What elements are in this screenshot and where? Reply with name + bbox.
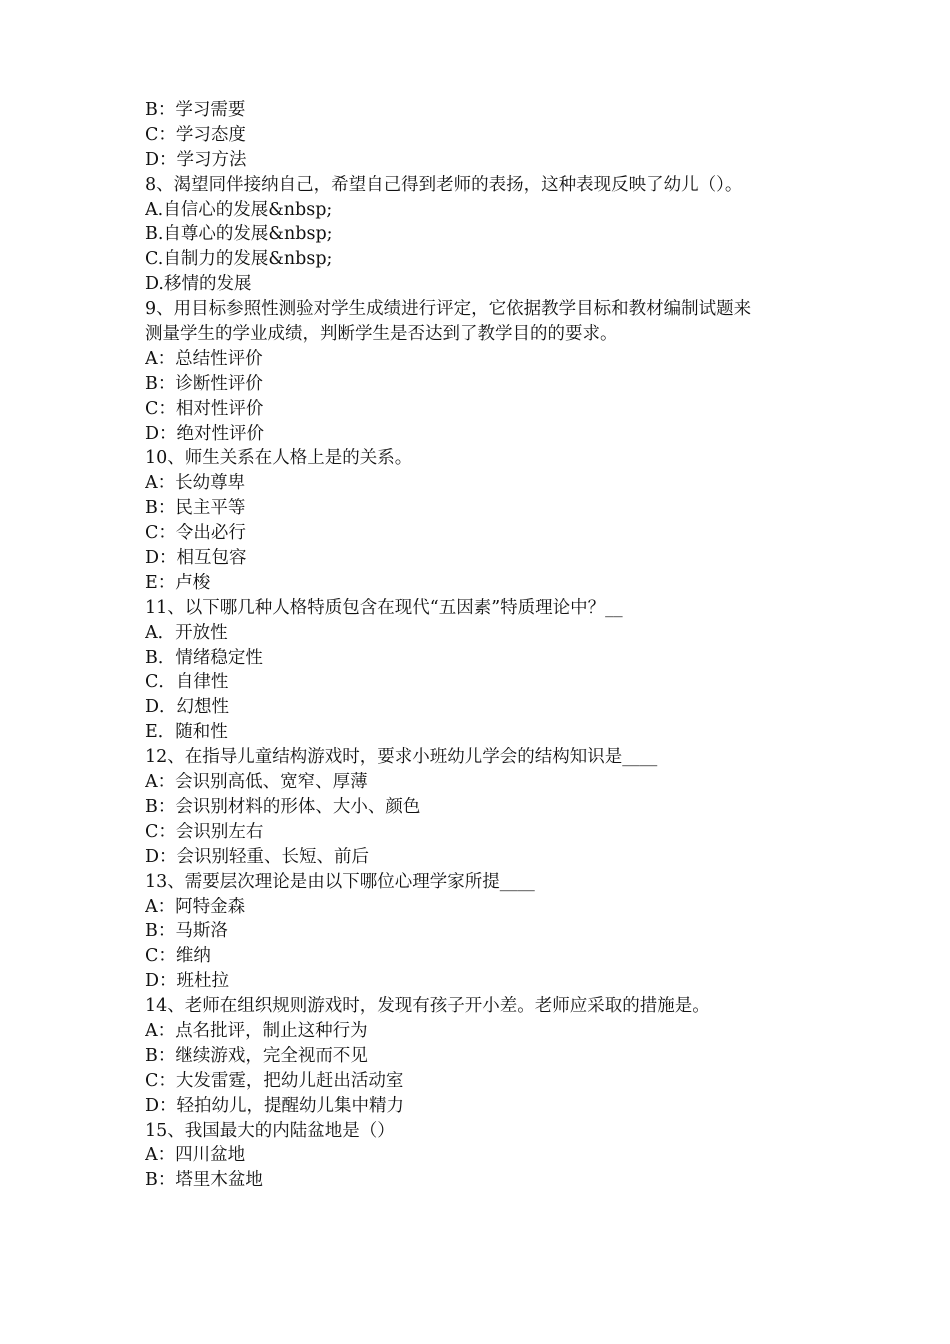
option-line: B：学习需要	[145, 100, 246, 120]
option-line: B：诊断性评价	[145, 373, 263, 394]
option-line: B：马斯洛	[145, 921, 228, 942]
option-line: A：会识别高低、宽窄、厚薄	[145, 772, 368, 793]
question-9-continued: 测量学生的学业成绩，判断学生是否达到了教学目的的要求。	[145, 324, 618, 345]
option-line: D：班杜拉	[145, 971, 230, 992]
question-13: 13、需要层次理论是由以下哪位心理学家所提____	[145, 871, 535, 892]
question-11: 11、以下哪几种人格特质包含在现代“五因素”特质理论中？__	[145, 597, 623, 618]
option-line: D：会识别轻重、长短、前后	[145, 846, 370, 867]
question-10: 10、师生关系在人格上是的关系。	[145, 448, 413, 469]
option-line: E：卢梭	[145, 572, 211, 593]
option-line: B．情绪稳定性	[145, 647, 263, 668]
option-line: D：学习方法	[145, 149, 247, 170]
option-line: C．自律性	[145, 672, 229, 693]
question-15: 15、我国最大的内陆盆地是（）	[145, 1120, 395, 1141]
option-line: D：轻拍幼儿，提醒幼儿集中精力	[145, 1095, 405, 1116]
question-12: 12、在指导儿童结构游戏时，要求小班幼儿学会的结构知识是____	[145, 747, 658, 768]
option-line: B：会识别材料的形体、大小、颜色	[145, 796, 421, 817]
option-line: C.自制力的发展&nbsp;	[145, 249, 333, 270]
option-line: E．随和性	[145, 722, 228, 743]
question-8: 8、渴望同伴接纳自己，希望自己得到老师的表扬，这种表现反映了幼儿（）。	[145, 174, 743, 195]
option-line: D.移情的发展	[145, 274, 252, 295]
option-line: D．幻想性	[145, 697, 230, 718]
option-line: B：塔里木盆地	[145, 1170, 263, 1191]
option-line: A：四川盆地	[145, 1145, 246, 1166]
option-line: A：点名批评，制止这种行为	[145, 1020, 368, 1041]
option-line: D：相互包容	[145, 548, 247, 569]
option-line: A．开放性	[145, 622, 228, 643]
option-line: B.自尊心的发展&nbsp;	[145, 224, 333, 245]
option-line: C：相对性评价	[145, 398, 264, 419]
option-line: B：继续游戏，完全视而不见	[145, 1045, 368, 1066]
option-line: C：维纳	[145, 946, 211, 967]
option-line: C：大发雷霆，把幼儿赶出活动室	[145, 1070, 404, 1091]
option-line: B：民主平等	[145, 498, 246, 519]
option-line: A.自信心的发展&nbsp;	[145, 199, 333, 220]
option-line: C：会识别左右	[145, 821, 264, 842]
option-line: D：绝对性评价	[145, 423, 265, 444]
question-9: 9、用目标参照性测验对学生成绩进行评定，它依据教学目标和教材编制试题来	[145, 299, 752, 320]
question-14: 14、老师在组织规则游戏时，发现有孩子开小差。老师应采取的措施是。	[145, 996, 710, 1017]
document-body	[145, 98, 825, 1193]
option-line: C：学习态度	[145, 124, 246, 145]
option-line: C：令出必行	[145, 523, 246, 544]
option-line: A：总结性评价	[145, 348, 263, 369]
option-line: A：阿特金森	[145, 896, 246, 917]
option-line: A：长幼尊卑	[145, 473, 246, 494]
